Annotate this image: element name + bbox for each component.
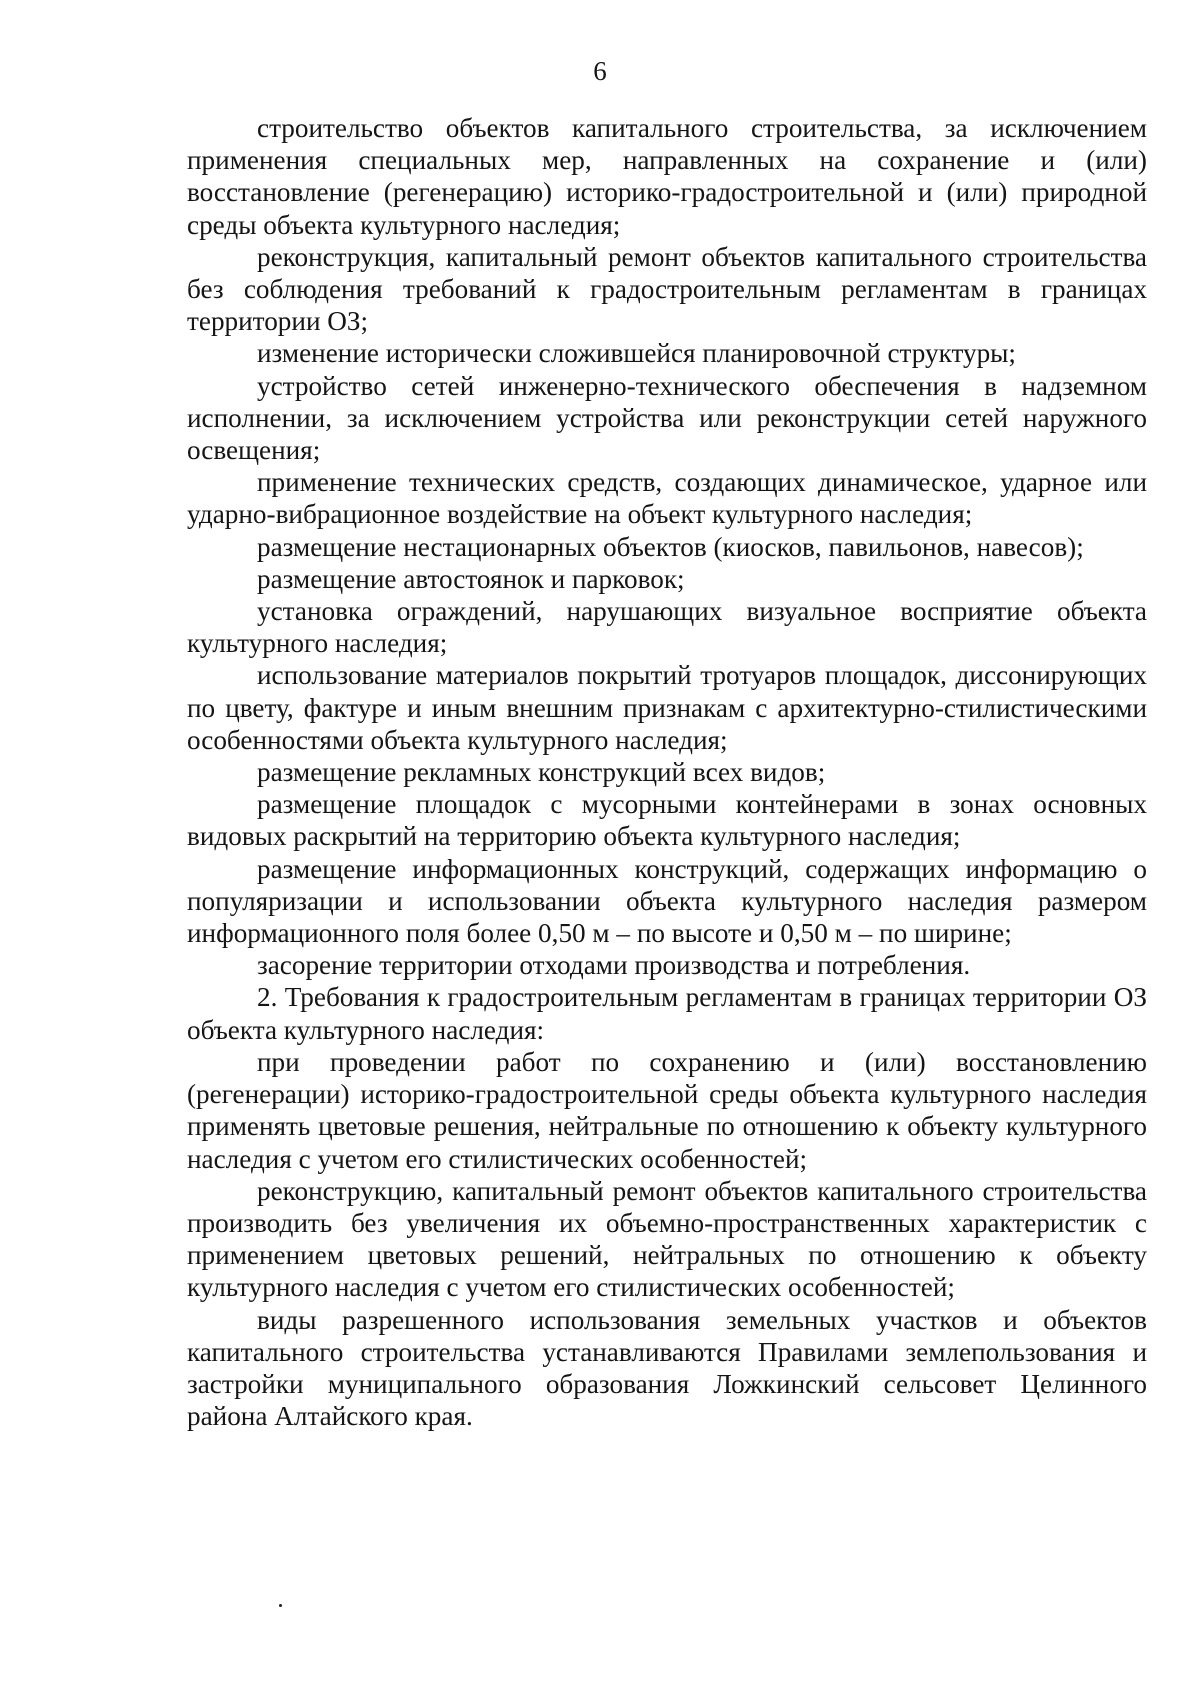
paragraph: использование материалов покрытий тротуаров площадок, диссонирующих по цвету, фактуре и иным внешним признакам с архитектурно-стилистическими особенностями объекта культурного наследия; xyxy=(187,660,1147,755)
paragraph: изменение исторически сложившейся планировочной структуры; xyxy=(257,338,1016,369)
paragraph: размещение рекламных конструкций всех видов; xyxy=(257,757,826,788)
paragraph: размещение автостоянок и парковок; xyxy=(257,563,685,594)
body-text xyxy=(187,112,1147,1432)
paragraph: устройство сетей инженерно-технического обеспечения в надземном исполнении, за исключением устройства или реконструкции сетей наружного освещения; xyxy=(187,370,1147,466)
paragraph: при проведении работ по сохранению и (или) восстановлению (регенерации) историко-градостроительной среды объекта культурного наследия применять цветовые решения, нейтральные по отношению к объекту культурного наследия с учетом его стилистических особенностей; xyxy=(187,1046,1147,1174)
paragraph: строительство объектов капитального строительства, за исключением применения специальных мер, направленных на сохранение и (или) восстановление (регенерацию) историко-градостроительной и (или) природной среды объекта культурного наследия; xyxy=(187,113,1147,240)
page-number: 6 xyxy=(593,56,607,86)
paragraph: размещение нестационарных объектов (киосков, павильонов, навесов); xyxy=(257,531,1084,562)
section-heading-paragraph: 2. Требования к градостроительным регламентам в границах территории ОЗ объекта культурного наследия: xyxy=(187,982,1147,1045)
paragraph: виды разрешенного использования земельных участков и объектов капитального строительства устанавливаются Правилами землепользования и застройки муниципального образования Ложкинский сельсовет Целинного района Алтайского края. xyxy=(187,1304,1147,1432)
paragraph: применение технических средств, создающих динамическое, ударное или ударно-вибрационное воздействие на объект культурного наследия; xyxy=(187,467,1147,530)
paragraph: засорение территории отходами производства и потребления. xyxy=(257,950,971,981)
paragraph: реконструкцию, капитальный ремонт объектов капитального строительства производить без увеличения их объемно-пространственных характеристик с применением цветовых решений, нейтральных по отношению к объекту культурного наследия с учетом его стилистических особенностей; xyxy=(187,1175,1147,1303)
paragraph: размещение информационных конструкций, содержащих информацию о популяризации и использовании объекта культурного наследия размером информационного поля более 0,50 м – по высоте и 0,50 м – по ширине; xyxy=(187,853,1147,949)
paragraph: реконструкция, капитальный ремонт объектов капитального строительства без соблюдения требований к градостроительным регламентам в границах территории ОЗ; xyxy=(187,241,1147,337)
paragraph: размещение площадок с мусорными контейнерами в зонах основных видовых раскрытий на территорию объекта культурного наследия; xyxy=(187,789,1147,852)
scan-speck xyxy=(279,1604,282,1607)
paragraph: установка ограждений, нарушающих визуальное восприятие объекта культурного наследия; xyxy=(187,596,1147,659)
